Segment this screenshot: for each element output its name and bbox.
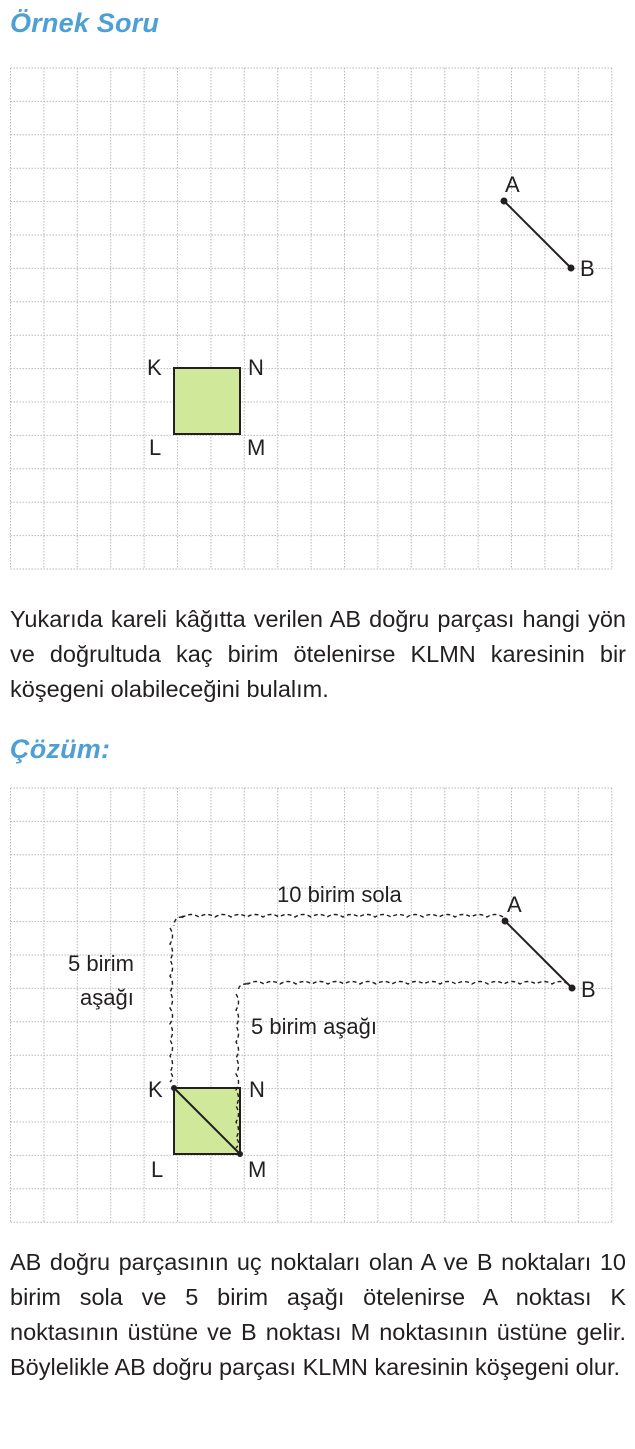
label-m: M [247,435,266,460]
label-m-solution: M [248,1157,267,1182]
label-n: N [248,355,264,380]
label-n-solution: N [249,1077,265,1102]
annotation-5-birim-asagi: 5 birim aşağı [251,1014,377,1039]
solution-heading: Çözüm: [10,734,111,764]
question-text: Yukarıda kareli kâğıtta verilen AB doğru parçası hangi yön ve doğrultuda kaç birim ötelenirse KLMN karesinin bir köşegeni olabileceğini bulalım. [10,606,626,702]
translation-path-a-left [174,915,503,927]
translation-path-b-left [238,982,568,993]
label-a-solution: A [507,892,522,917]
label-b: B [580,256,595,281]
label-k: K [147,355,162,380]
label-l: L [149,435,162,460]
label-b-solution: B [581,977,596,1002]
label-l-solution: L [151,1157,164,1182]
annotation-5-birim-line1: 5 birim [68,951,135,976]
label-k-solution: K [148,1077,163,1102]
annotation-10-birim-sola: 10 birim sola [277,882,402,907]
solution-explanation: AB doğru parçasının uç noktaları olan A ve B noktaları 10 birim sola ve 5 birim aşağı ötelenirse A noktası K noktasının üstüne ve B noktası M noktasının üstüne gelir. Böylelikle AB doğru parçası KLMN karesinin köşegeni olur. [10,1249,626,1380]
point-a-solution [502,918,509,925]
point-b-solution [569,985,576,992]
annotation-asagi-line2: aşağı [80,985,134,1010]
point-k-solution [171,1085,177,1091]
point-m-solution [237,1151,243,1157]
example-heading: Örnek Soru [10,8,160,38]
label-a: A [505,172,520,197]
translation-path-a-down [170,928,173,1082]
